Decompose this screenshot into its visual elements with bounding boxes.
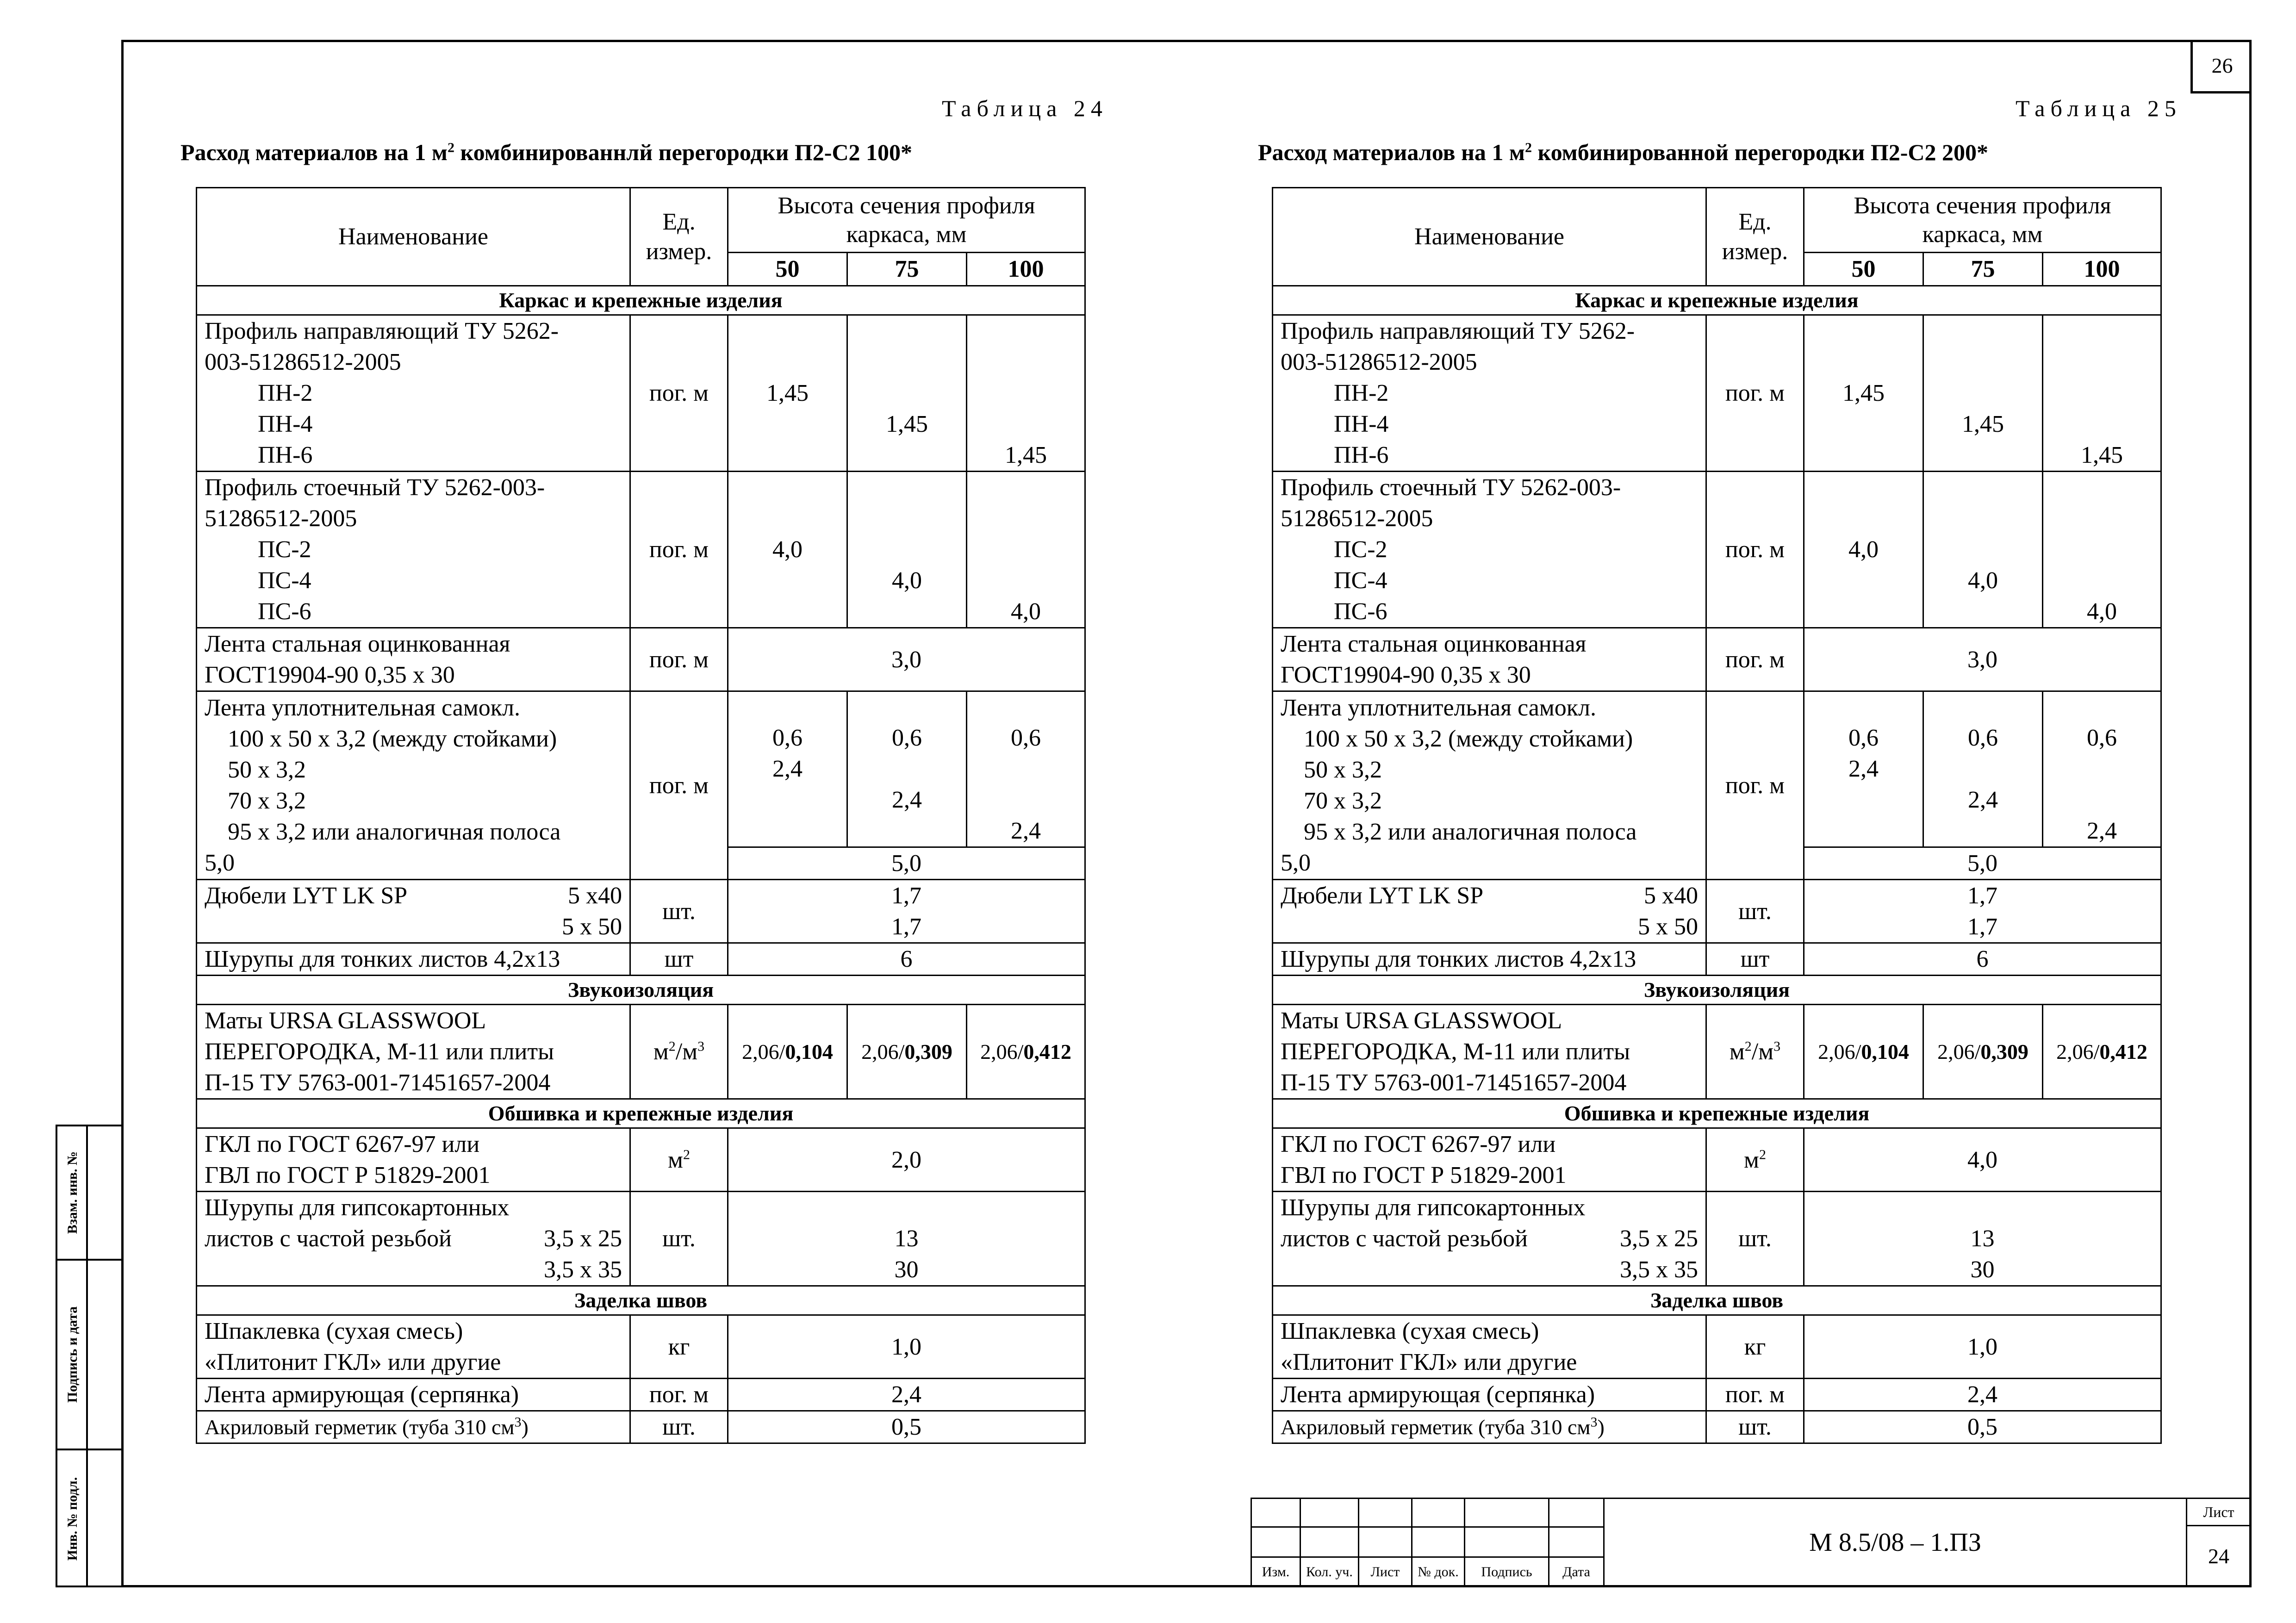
corner-page-number: 26	[2190, 40, 2252, 93]
left-side-strip	[56, 1125, 121, 1587]
row-mesh-tape-unit: пог. м	[630, 1379, 728, 1411]
row-sealing-tape-name: Лента уплотнительная самокл. 100 х 50 х 3,2 (между стойками) 50 х 3,2 70 х 3,2 95 х 3,2 или аналогичная полоса 5,0	[197, 691, 630, 880]
row-putty-value: 1,0	[1804, 1315, 2161, 1379]
row-guide-profile-unit: пог. м	[630, 315, 728, 472]
row-stud-profile-unit: пог. м	[1706, 472, 1804, 628]
row-gkl-value: 2,0	[728, 1128, 1085, 1192]
row-mats-v100: 2,06/0,412	[967, 1005, 1085, 1099]
section-frame: Каркас и крепежные изделия	[1273, 286, 2161, 315]
row-mats-v50: 2,06/0,104	[1804, 1005, 1923, 1099]
row-screws-value: 6	[1804, 943, 2161, 976]
row-putty-name: Шпаклевка (сухая смесь) «Плитонит ГКЛ» или другие	[197, 1315, 630, 1379]
row-sealant-name: Акриловый герметик (туба 310 $см^3$)	[197, 1411, 630, 1443]
table-title: Расход материалов на 1 $м^2$ комбинированнлй перегородки П2-С2 100*	[180, 139, 913, 165]
row-guide-profile-v75: 1,45	[1923, 315, 2043, 472]
row-sealing-tape-total: 5,0	[1804, 847, 2161, 880]
row-gyps-screws-unit: шт.	[1706, 1192, 1804, 1286]
row-steel-tape-name: Лента стальная оцинкованная ГОСТ19904-90 0,35 х 30	[197, 628, 630, 691]
row-gkl-unit: $м^2$	[1706, 1128, 1804, 1192]
table-caption: Таблица 25	[2016, 95, 2182, 121]
header-col-75: 75	[847, 253, 967, 286]
row-putty-unit: кг	[1706, 1315, 1804, 1379]
row-mesh-tape-value: 2,4	[1804, 1379, 2161, 1411]
row-sealing-tape-v50: 0,6 2,4	[728, 691, 847, 847]
row-guide-profile-v100: 1,45	[967, 315, 1085, 472]
row-sealing-tape-name: Лента уплотнительная самокл. 100 х 50 х 3,2 (между стойками) 50 х 3,2 70 х 3,2 95 х 3,2 или аналогичная полоса 5,0	[1273, 691, 1706, 880]
row-screws-value: 6	[728, 943, 1085, 976]
row-gyps-screws-name: Шурупы для гипсокартонных листов с частой резьбой 3,5 х 25 3,5 х 35	[1273, 1192, 1706, 1286]
row-mats-v75: 2,06/0,309	[847, 1005, 967, 1099]
table-title: Расход материалов на 1 $м^2$ комбинированной перегородки П2-С2 200*	[1258, 139, 1988, 165]
header-height: Высота сечения профиля каркаса, мм	[728, 188, 1085, 253]
row-sealing-tape-total: 5,0	[728, 847, 1085, 880]
row-sealing-tape-v75: 0,6 2,4	[1923, 691, 2043, 847]
row-sealing-tape-v50: 0,6 2,4	[1804, 691, 1923, 847]
header-name: Наименование	[197, 188, 630, 286]
row-stud-profile-name: Профиль стоечный ТУ 5262-003- 51286512-2005 ПС-2 ПС-4 ПС-6	[197, 472, 630, 628]
row-guide-profile-v100: 1,45	[2043, 315, 2161, 472]
row-steel-tape-unit: пог. м	[1706, 628, 1804, 691]
side-label: Подпись и дата	[65, 1306, 80, 1403]
row-sealing-tape-v100: 0,6 2,4	[2043, 691, 2161, 847]
row-sealing-tape-unit: пог. м	[1706, 691, 1804, 880]
row-steel-tape-name: Лента стальная оцинкованная ГОСТ19904-90 0,35 х 30	[1273, 628, 1706, 691]
side-cell-signature	[57, 1261, 121, 1450]
section-sheathing: Обшивка и крепежные изделия	[1273, 1099, 2161, 1128]
section-sheathing: Обшивка и крепежные изделия	[197, 1099, 1085, 1128]
row-guide-profile-v50: 1,45	[728, 315, 847, 472]
row-steel-tape-unit: пог. м	[630, 628, 728, 691]
row-gkl-name: ГКЛ по ГОСТ 6267-97 или ГВЛ по ГОСТ Р 51829-2001	[197, 1128, 630, 1192]
row-sealant-value: 0,5	[1804, 1411, 2161, 1443]
row-dowels-unit: шт.	[1706, 880, 1804, 943]
stamp-label: Подпись	[1464, 1556, 1548, 1587]
row-stud-profile-name: Профиль стоечный ТУ 5262-003- 51286512-2005 ПС-2 ПС-4 ПС-6	[1273, 472, 1706, 628]
row-sealant-unit: шт.	[1706, 1411, 1804, 1443]
row-mats-unit: $м^2/м^3$	[630, 1005, 728, 1099]
stamp-label: Кол. уч.	[1300, 1556, 1358, 1587]
row-dowels-unit: шт.	[630, 880, 728, 943]
title-block-stamp	[1251, 1498, 2252, 1587]
row-sealant-unit: шт.	[630, 1411, 728, 1443]
side-cell-replacement	[57, 1126, 121, 1261]
row-putty-name: Шпаклевка (сухая смесь) «Плитонит ГКЛ» или другие	[1273, 1315, 1706, 1379]
row-mats-name: Маты URSA GLASSWOOL ПЕРЕГОРОДКА, М-11 или плиты П-15 ТУ 5763-001-71451657-2004	[197, 1005, 630, 1099]
stamp-label: Лист	[1358, 1556, 1411, 1587]
header-unit: Ед. измер.	[1706, 188, 1804, 286]
side-label: Взам. инв. №	[65, 1151, 80, 1234]
row-screws-name: Шурупы для тонких листов 4,2х13	[1273, 943, 1706, 976]
sheet-number: 24	[2186, 1525, 2252, 1587]
row-gyps-screws-values: 13 30	[728, 1192, 1085, 1286]
row-mats-v75: 2,06/0,309	[1923, 1005, 2043, 1099]
stamp-label: Изм.	[1251, 1556, 1300, 1587]
row-guide-profile-v50: 1,45	[1804, 315, 1923, 472]
header-col-50: 50	[1804, 253, 1923, 286]
row-dowels-name: Дюбели LYT LK SP 5 х40 5 х 50	[1273, 880, 1706, 943]
header-col-75: 75	[1923, 253, 2043, 286]
stamp-label: Дата	[1548, 1556, 1605, 1587]
side-cell-inventory	[57, 1450, 121, 1587]
row-stud-profile-unit: пог. м	[630, 472, 728, 628]
header-col-100: 100	[2043, 253, 2161, 286]
row-mats-v100: 2,06/0,412	[2043, 1005, 2161, 1099]
row-stud-profile-v50: 4,0	[1804, 472, 1923, 628]
row-gyps-screws-unit: шт.	[630, 1192, 728, 1286]
section-sound: Звукоизоляция	[197, 976, 1085, 1005]
row-screws-unit: шт	[1706, 943, 1804, 976]
row-steel-tape-value: 3,0	[728, 628, 1085, 691]
row-stud-profile-v100: 4,0	[2043, 472, 2161, 628]
row-guide-profile-unit: пог. м	[1706, 315, 1804, 472]
section-sound: Звукоизоляция	[1273, 976, 2161, 1005]
header-name: Наименование	[1273, 188, 1706, 286]
row-gyps-screws-name: Шурупы для гипсокартонных листов с частой резьбой 3,5 х 25 3,5 х 35	[197, 1192, 630, 1286]
header-unit: Ед. измер.	[630, 188, 728, 286]
header-height: Высота сечения профиля каркаса, мм	[1804, 188, 2161, 253]
document-code: М 8.5/08 – 1.ПЗ	[1603, 1498, 2187, 1587]
row-mats-unit: $м^2/м^3$	[1706, 1005, 1804, 1099]
row-mesh-tape-unit: пог. м	[1706, 1379, 1804, 1411]
row-sealant-value: 0,5	[728, 1411, 1085, 1443]
row-mesh-tape-value: 2,4	[728, 1379, 1085, 1411]
row-screws-name: Шурупы для тонких листов 4,2х13	[197, 943, 630, 976]
stamp-label: № док.	[1411, 1556, 1464, 1587]
section-joints: Заделка швов	[197, 1286, 1085, 1315]
row-stud-profile-v75: 4,0	[847, 472, 967, 628]
row-guide-profile-name: Профиль направляющий ТУ 5262- 003-51286512-2005 ПН-2 ПН-4 ПН-6	[1273, 315, 1706, 472]
row-gkl-name: ГКЛ по ГОСТ 6267-97 или ГВЛ по ГОСТ Р 51829-2001	[1273, 1128, 1706, 1192]
materials-table-24	[196, 187, 1086, 1444]
row-sealing-tape-v75: 0,6 2,4	[847, 691, 967, 847]
table-caption: Таблица 24	[942, 95, 1108, 121]
materials-table-25	[1272, 187, 2162, 1444]
row-stud-profile-v100: 4,0	[967, 472, 1085, 628]
row-putty-value: 1,0	[728, 1315, 1085, 1379]
row-stud-profile-v50: 4,0	[728, 472, 847, 628]
row-screws-unit: шт	[630, 943, 728, 976]
row-mats-v50: 2,06/0,104	[728, 1005, 847, 1099]
section-frame: Каркас и крепежные изделия	[197, 286, 1085, 315]
row-sealing-tape-unit: пог. м	[630, 691, 728, 880]
row-gkl-unit: $м^2$	[630, 1128, 728, 1192]
header-col-50: 50	[728, 253, 847, 286]
row-guide-profile-name: Профиль направляющий ТУ 5262- 003-51286512-2005 ПН-2 ПН-4 ПН-6	[197, 315, 630, 472]
header-col-100: 100	[967, 253, 1085, 286]
row-mesh-tape-name: Лента армирующая (серпянка)	[1273, 1379, 1706, 1411]
row-dowels-name: Дюбели LYT LK SP 5 х40 5 х 50	[197, 880, 630, 943]
row-stud-profile-v75: 4,0	[1923, 472, 2043, 628]
row-dowels-values: 1,7 1,7	[728, 880, 1085, 943]
side-label: Инв. № подл.	[65, 1477, 80, 1561]
sheet-label: Лист	[2186, 1498, 2252, 1526]
row-gkl-value: 4,0	[1804, 1128, 2161, 1192]
row-mesh-tape-name: Лента армирующая (серпянка)	[197, 1379, 630, 1411]
row-sealant-name: Акриловый герметик (туба 310 $см^3$)	[1273, 1411, 1706, 1443]
row-sealing-tape-v100: 0,6 2,4	[967, 691, 1085, 847]
row-dowels-values: 1,7 1,7	[1804, 880, 2161, 943]
row-steel-tape-value: 3,0	[1804, 628, 2161, 691]
row-gyps-screws-values: 13 30	[1804, 1192, 2161, 1286]
row-mats-name: Маты URSA GLASSWOOL ПЕРЕГОРОДКА, М-11 или плиты П-15 ТУ 5763-001-71451657-2004	[1273, 1005, 1706, 1099]
row-guide-profile-v75: 1,45	[847, 315, 967, 472]
section-joints: Заделка швов	[1273, 1286, 2161, 1315]
row-putty-unit: кг	[630, 1315, 728, 1379]
